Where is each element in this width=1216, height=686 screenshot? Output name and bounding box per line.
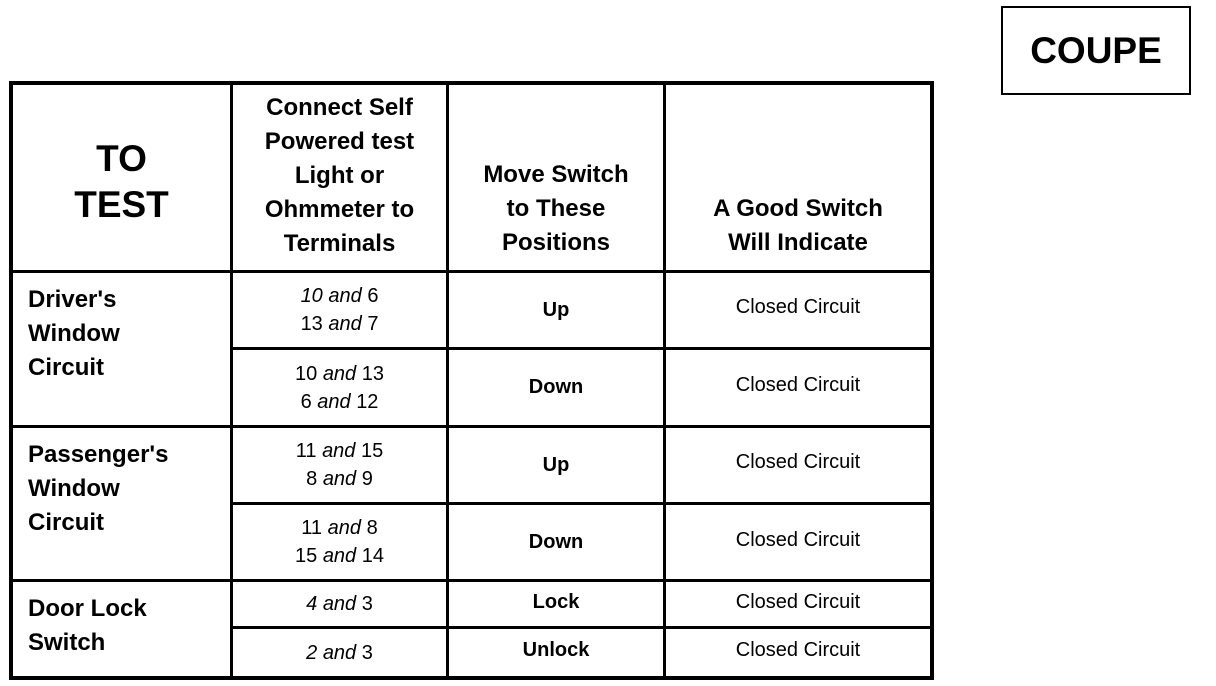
terminal-and: and [322, 641, 357, 664]
group-line: Switch [28, 629, 106, 656]
terminal-and: and [322, 362, 357, 385]
header-connect-line: Light or [294, 162, 385, 189]
switch-test-table [9, 81, 934, 680]
terminal-and: and [317, 390, 351, 413]
terminal-number: 13 [300, 313, 323, 335]
terminal-number: 15 [361, 440, 384, 462]
header-connect-line: Connect Self [266, 94, 413, 121]
position-value: Down [528, 376, 584, 398]
position-value: Lock [532, 590, 580, 613]
group-line: Door Lock [28, 595, 147, 622]
indicate-value: Closed Circuit [735, 528, 861, 551]
terminal-and: and [322, 468, 357, 490]
header-connect-line: Powered test [264, 128, 415, 155]
terminal-number: 11 [295, 440, 317, 462]
header-good-line: Will Indicate [728, 229, 868, 256]
indicate-cell [666, 505, 930, 575]
terminal-pair [301, 282, 379, 310]
terminal-number: 13 [361, 362, 384, 385]
terminal-pair [295, 542, 384, 570]
header-to-test-line1: TO [96, 137, 147, 179]
header-connect-line: Ohmmeter to [264, 196, 415, 223]
indicate-value: Closed Circuit [735, 295, 861, 318]
indicate-cell [666, 428, 930, 496]
group-drivers-window [13, 273, 230, 425]
terminals-cell [233, 350, 446, 425]
position-cell [449, 582, 663, 622]
position-cell [449, 428, 663, 502]
terminal-number: 14 [361, 545, 384, 567]
terminal-number: 11 [301, 517, 323, 539]
terminal-pair [301, 388, 379, 416]
group-passengers-window [13, 428, 230, 579]
indicate-cell [666, 582, 930, 622]
position-value: Up [542, 453, 570, 476]
group-line: Driver's [28, 286, 117, 313]
terminal-pair [301, 514, 377, 542]
header-move-switch [449, 85, 663, 270]
group-line: Circuit [28, 354, 105, 381]
position-cell [449, 629, 663, 672]
header-connect [233, 85, 446, 270]
terminal-number: 4 [306, 593, 318, 615]
position-value: Unlock [522, 639, 590, 661]
terminal-number: 7 [367, 313, 379, 335]
terminal-pair [306, 639, 373, 667]
terminal-pair [295, 360, 384, 388]
terminal-pair [306, 590, 373, 618]
terminal-number: 10 [295, 362, 318, 385]
terminal-and: and [328, 285, 362, 307]
terminals-cell [233, 582, 446, 626]
indicate-cell [666, 273, 930, 341]
terminal-number: 9 [361, 468, 373, 490]
header-move-line: to These [506, 195, 606, 222]
position-cell [449, 273, 663, 347]
terminal-pair [306, 465, 373, 493]
indicate-value: Closed Circuit [735, 590, 861, 613]
header-to-test-line2: TEST [74, 183, 169, 225]
terminal-number: 3 [361, 593, 373, 615]
terminal-pair [301, 310, 379, 338]
terminal-number: 12 [356, 390, 379, 413]
header-connect-line: Terminals [283, 230, 396, 257]
position-value: Down [528, 530, 584, 553]
coupe-label: COUPE [1030, 29, 1162, 71]
terminal-and: and [328, 313, 362, 335]
header-move-line: Move Switch [483, 161, 629, 188]
group-line: Passenger's [28, 441, 169, 468]
header-good-line: A Good Switch [713, 195, 883, 222]
terminal-number: 2 [306, 641, 318, 664]
header-good-switch [666, 85, 930, 270]
terminal-number: 3 [361, 641, 373, 664]
terminal-number: 8 [306, 468, 318, 490]
terminal-and: and [327, 517, 361, 539]
terminal-number: 6 [300, 390, 312, 413]
group-line: Circuit [28, 509, 105, 536]
terminals-cell [233, 629, 446, 676]
terminal-and: and [322, 545, 357, 567]
terminal-and: and [322, 440, 356, 462]
group-line: Window [28, 475, 120, 502]
indicate-value: Closed Circuit [735, 450, 861, 473]
terminal-number: 8 [366, 517, 378, 539]
header-move-line: Positions [501, 229, 610, 256]
terminal-and: and [322, 593, 357, 615]
header-to-test [13, 85, 230, 270]
coupe-badge [1001, 6, 1191, 95]
group-door-lock [13, 582, 230, 676]
terminal-number: 6 [367, 285, 379, 307]
terminal-pair [296, 437, 384, 465]
terminals-cell [233, 428, 446, 502]
terminal-number: 15 [295, 545, 318, 567]
position-value: Up [542, 298, 570, 321]
terminals-cell [233, 273, 446, 347]
position-cell [449, 505, 663, 579]
terminal-number: 10 [300, 285, 323, 307]
indicate-value: Closed Circuit [735, 373, 861, 396]
group-line: Window [28, 320, 120, 347]
position-cell [449, 350, 663, 425]
indicate-cell [666, 629, 930, 672]
terminals-cell [233, 505, 446, 579]
indicate-value: Closed Circuit [735, 639, 861, 661]
indicate-cell [666, 350, 930, 420]
